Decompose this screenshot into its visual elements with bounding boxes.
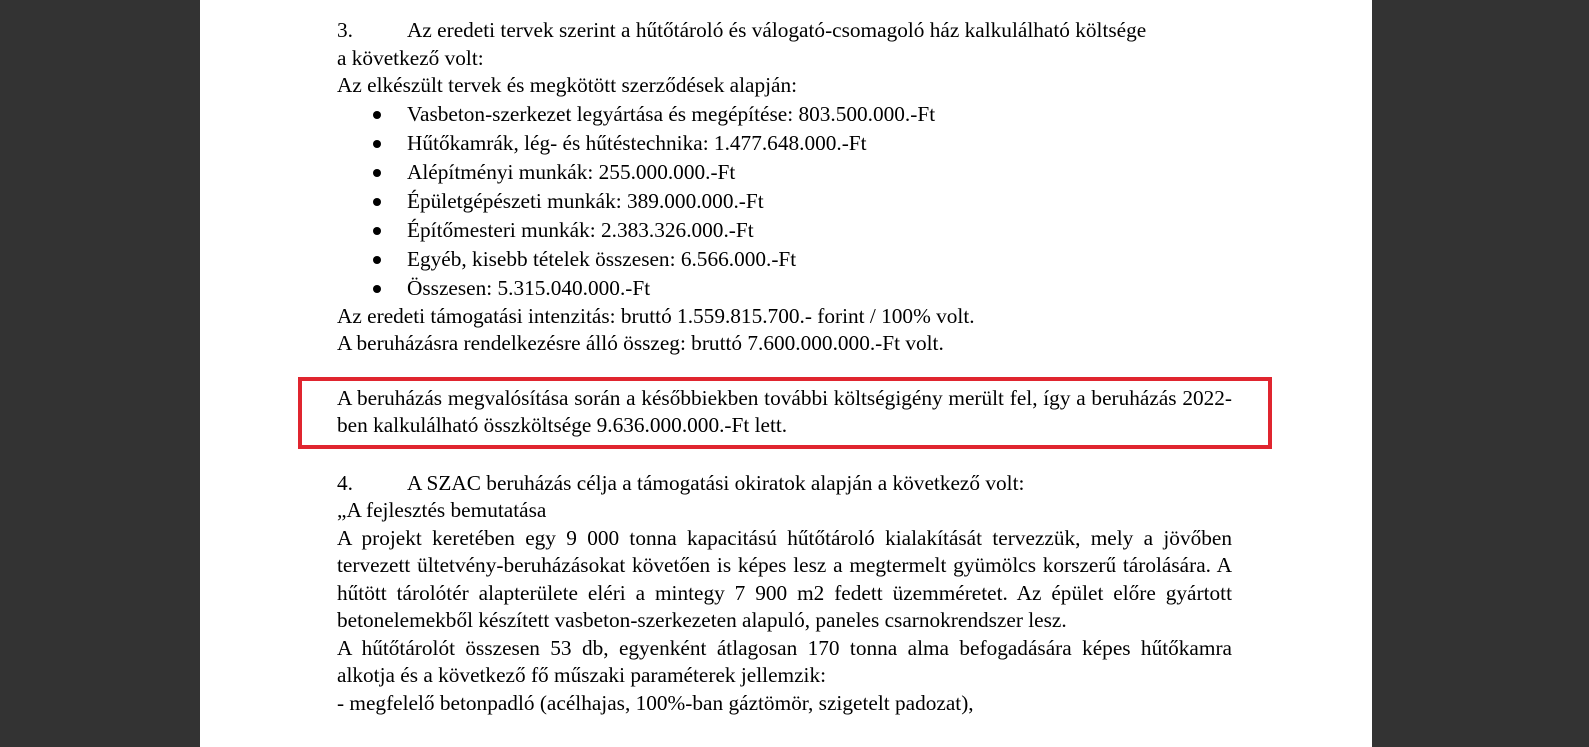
list-item-text: Egyéb, kisebb tételek összesen: 6.566.000.-Ft [407, 246, 797, 271]
section-4-number: 4. [337, 470, 353, 495]
spacer [337, 440, 1232, 455]
section-4-paragraph1: A projekt keretében egy 9 000 tonna kapacitású hűtőtároló kialakítását tervezzük, mely a jövőben tervezett ültetvény-beruházásokat követően is képes lesz a megtermelt gyümölcs korszerű tárolására. A hűtött tárolótér alapterülete eléri a mintegy 7 900 m2 fedett üzemméretet. Az épület előre gyártott betonelemekből készített vasbeton-szerkezeten alapuló, paneles csarnokrendszer lesz. [337, 525, 1232, 632]
document-page [200, 0, 1372, 747]
list-item-text: Épületgépészeti munkák: 389.000.000.-Ft [407, 188, 764, 213]
section-3-number: 3. [337, 18, 353, 42]
list-item [337, 158, 1232, 187]
list-item-text: Vasbeton-szerkezet legyártása és megépítése: 803.500.000.-Ft [407, 101, 936, 126]
section-4-subheading: „A fejlesztés bemutatása [337, 498, 547, 522]
section-4-list-item: - megfelelő betonpadló (acélhajas, 100%-ban gáztömör, szigetelt padozat), [337, 690, 974, 715]
list-item-text: Hűtőkamrák, lég- és hűtéstechnika: 1.477.648.000.-Ft [407, 130, 867, 155]
section-3-heading-line1: Az eredeti tervek szerint a hűtőtároló és válogató-csomagoló ház kalkulálható költsége [407, 18, 1147, 42]
page-content [337, 17, 1232, 717]
bullet-icon [373, 256, 381, 264]
list-item-text: Összesen: 5.315.040.000.-Ft [407, 275, 651, 300]
bullet-icon [373, 140, 381, 148]
section-3-heading-line2: a következő volt: [337, 45, 484, 70]
section-4-heading [337, 470, 1232, 498]
bullet-icon [373, 198, 381, 206]
available-amount: A beruházásra rendelkezésre álló összeg: bruttó 7.600.000.000.-Ft volt. [337, 331, 944, 355]
list-item [337, 129, 1232, 158]
list-item [337, 187, 1232, 216]
spacer [337, 455, 1232, 470]
section-4-heading-text: A SZAC beruházás célja a támogatási okiratok alapján a következő volt: [407, 470, 1025, 495]
section-3-intro: Az elkészült tervek és megkötött szerződések alapján: [337, 73, 798, 97]
highlighted-paragraph: A beruházás megvalósítása során a későbbiekben további költségigény merült fel, így a beruházás 2022-ben kalkulálható összköltsége 9.636.000.000.-Ft lett. [337, 385, 1232, 437]
list-item-text: Építőmesteri munkák: 2.383.326.000.-Ft [407, 217, 754, 242]
list-item [337, 216, 1232, 245]
cost-list [337, 100, 1232, 303]
section-3-heading [337, 17, 1232, 45]
bullet-icon [373, 285, 381, 293]
list-item-text: Alépítményi munkák: 255.000.000.-Ft [407, 159, 736, 184]
list-item [337, 274, 1232, 303]
section-4-paragraph2: A hűtőtárolót összesen 53 db, egyenként átlagosan 170 tonna alma befogadására képes hűtőkamra alkotja és a következő fő műszaki paraméterek jellemzik: [337, 635, 1232, 687]
spacer [337, 358, 1232, 385]
list-item [337, 245, 1232, 274]
bullet-icon [373, 169, 381, 177]
list-item [337, 100, 1232, 129]
bullet-icon [373, 111, 381, 119]
bullet-icon [373, 227, 381, 235]
support-intensity: Az eredeti támogatási intenzitás: bruttó 1.559.815.700.- forint / 100% volt. [337, 303, 975, 328]
